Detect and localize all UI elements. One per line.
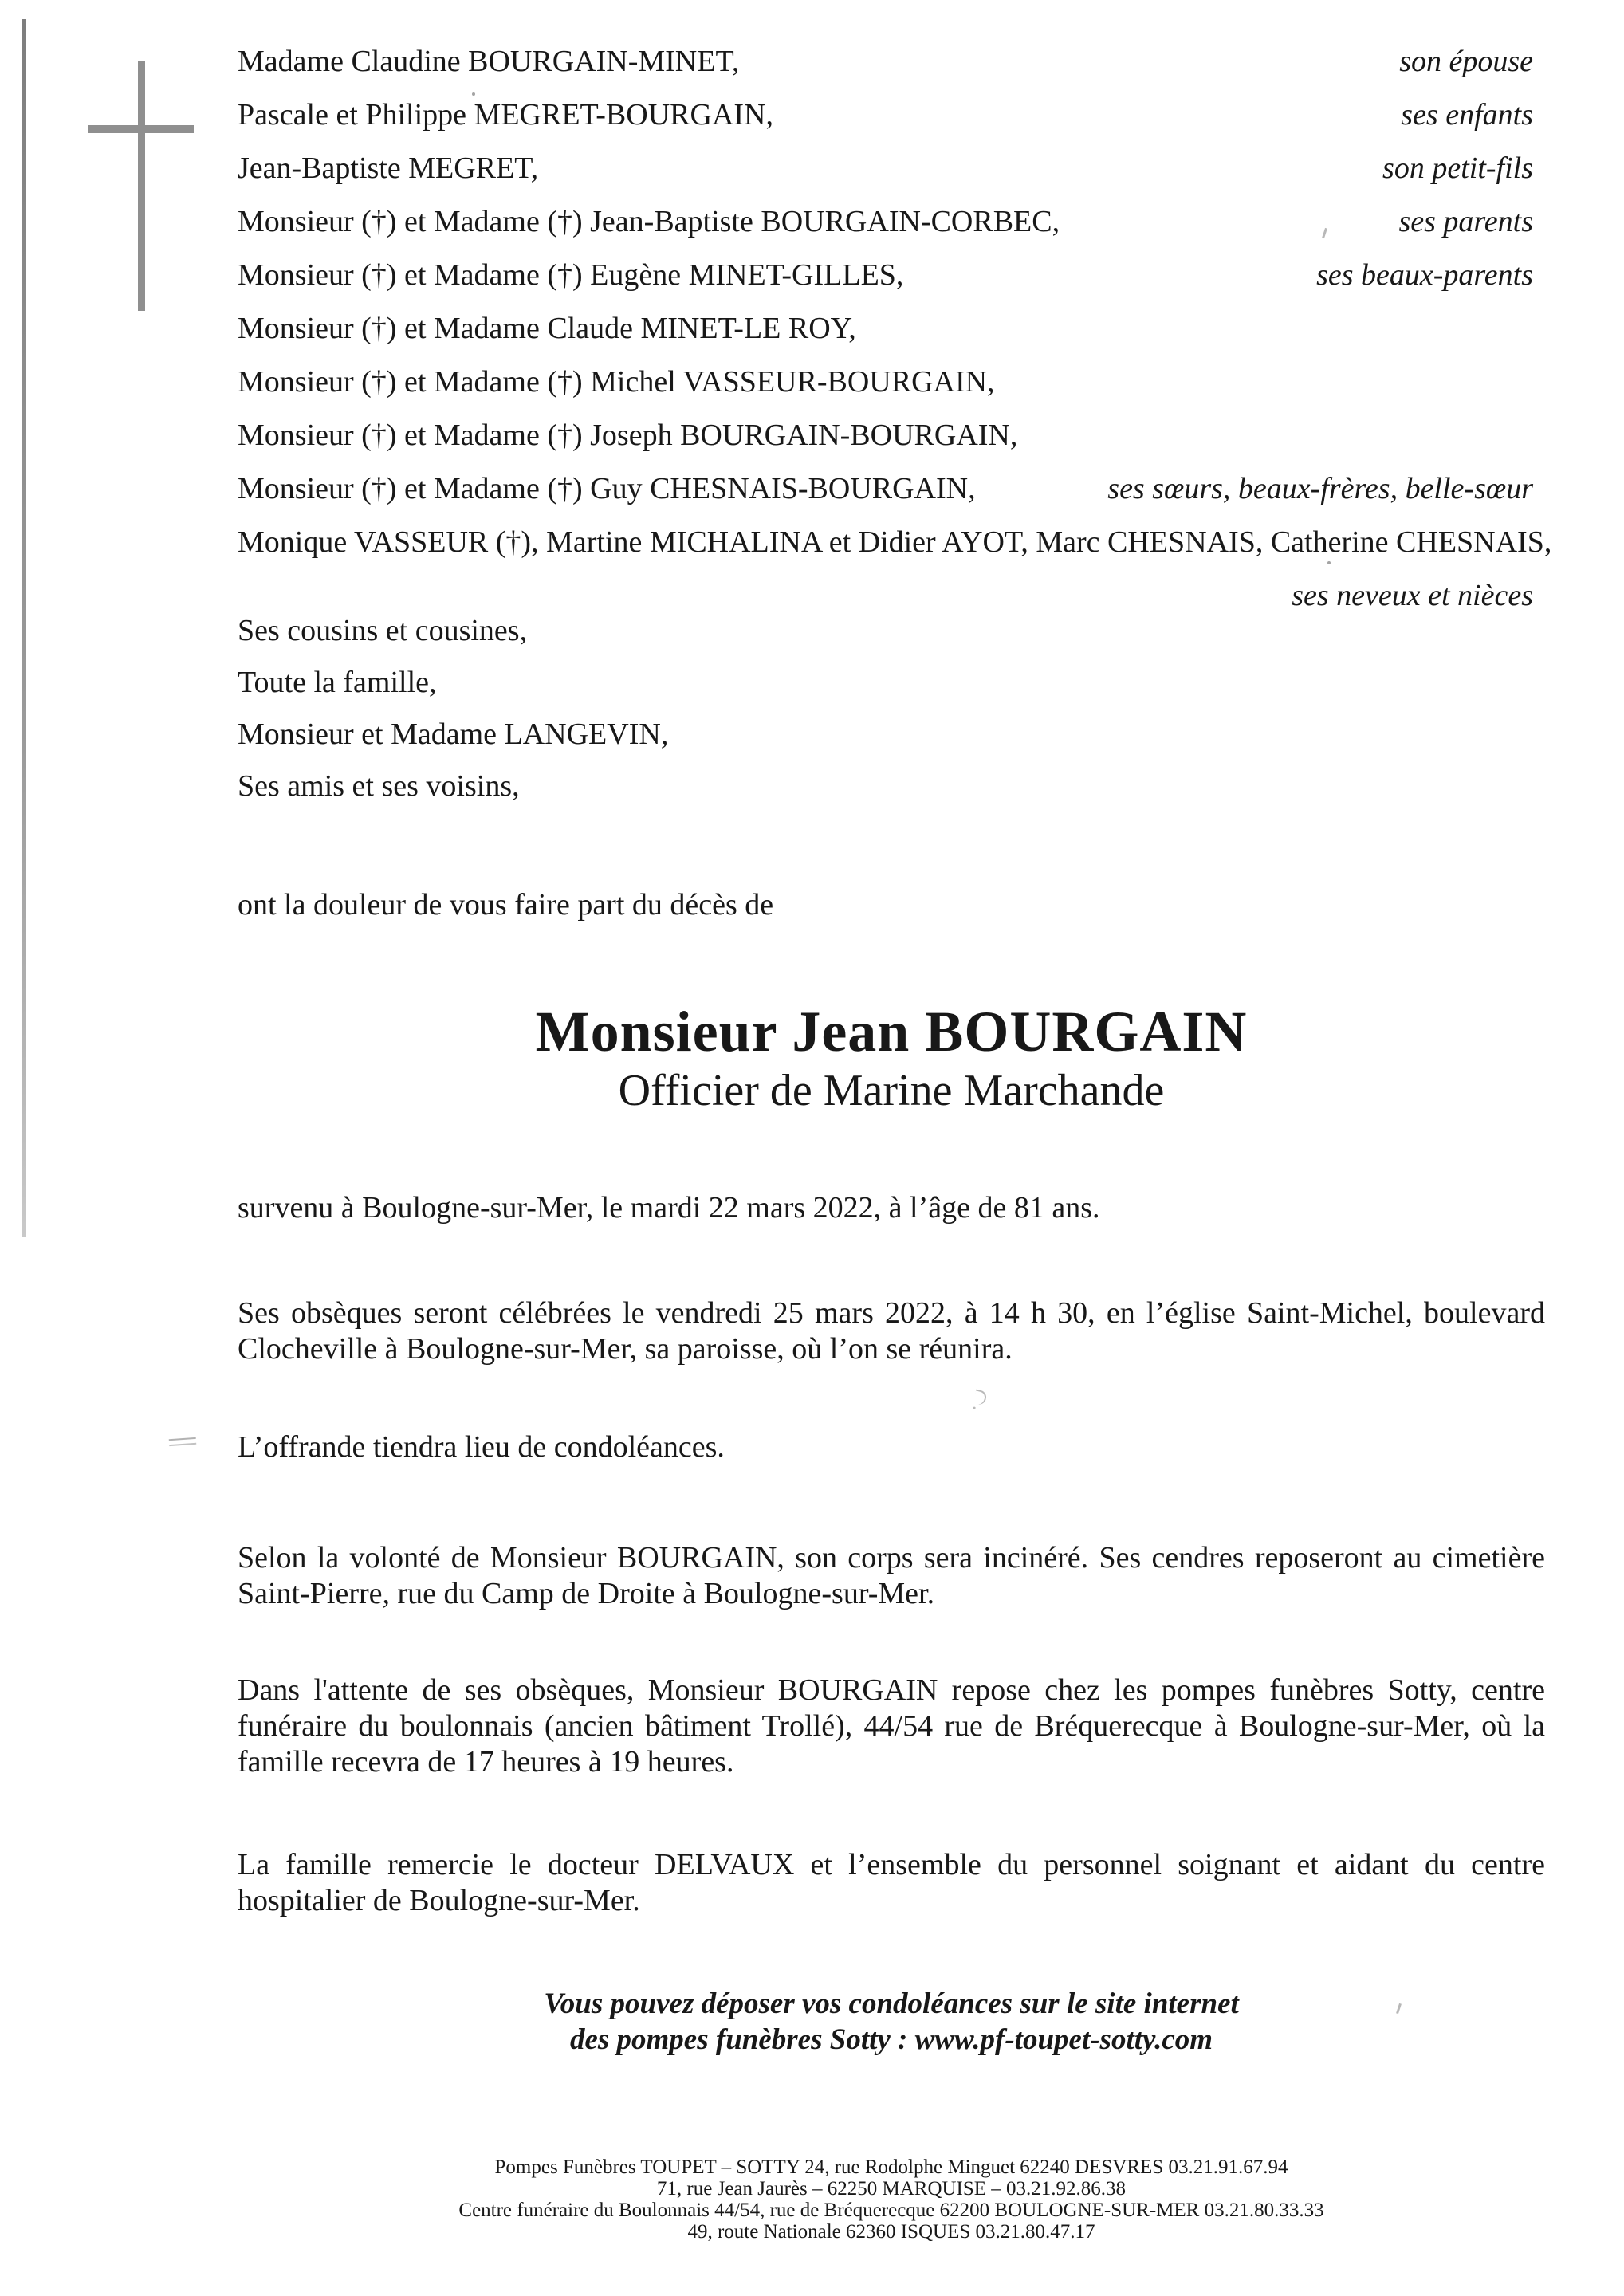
paragraph-line: Ses obsèques seront célébrées le vendredi 25 mars 2022, à 14 h 30, en l’église Saint-Michel, boulevard: [238, 1296, 1545, 1330]
paragraph-obseques: [238, 1295, 1545, 1367]
footer-line: 49, route Nationale 62360 ISQUES 03.21.80.47.17: [687, 2221, 1095, 2243]
footer-line: Pompes Funèbres TOUPET – SOTTY 24, rue Rodolphe Minguet 62240 DESVRES 03.21.91.67.94: [494, 2156, 1288, 2178]
footer-line: Centre funéraire du Boulonnais 44/54, rue de Bréquerecque 62200 BOULOGNE-SUR-MER 03.21.80.33.33: [458, 2200, 1324, 2221]
paragraph-line: La famille remercie le docteur DELVAUX et l’ensemble du personnel soignant et aidant du centre: [238, 1848, 1545, 1881]
family-line: Monsieur et Madame LANGEVIN,: [238, 718, 669, 751]
deceased-name: Monsieur Jean BOURGAIN: [535, 1000, 1248, 1063]
deceased-title: Officier de Marine Marchande: [618, 1066, 1165, 1115]
funeral-home-footer: [158, 2156, 1624, 2243]
paragraph-line: famille recevra de 17 heures à 19 heures.: [238, 1745, 734, 1779]
paragraph-line: hospitalier de Boulogne-sur-Mer.: [238, 1884, 640, 1917]
mourner-relation: ses enfants: [1401, 98, 1533, 132]
mourner-row: [238, 249, 1533, 302]
mourner-row: [238, 516, 1552, 569]
paragraph-line: Dans l'attente de ses obsèques, Monsieur BOURGAIN repose chez les pompes funèbres Sotty, centre: [238, 1673, 1545, 1707]
paragraph-attente: [238, 1673, 1545, 1780]
footer-line: 71, rue Jean Jaurès – 62250 MARQUISE – 03.21.92.86.38: [656, 2178, 1127, 2200]
paragraph-volonte: [238, 1540, 1545, 1612]
mourner-name: Monsieur (†) et Madame Claude MINET-LE ROY,: [238, 312, 856, 345]
mourner-name: Pascale et Philippe MEGRET-BOURGAIN,: [238, 98, 773, 132]
mourner-row: [238, 462, 1533, 516]
mourner-row: [238, 195, 1533, 249]
mourner-row: [238, 142, 1533, 195]
latin-cross-icon-bar: [88, 125, 194, 133]
mourner-name: Monsieur (†) et Madame (†) Joseph BOURGAIN-BOURGAIN,: [238, 419, 1018, 452]
death-details: survenu à Boulogne-sur-Mer, le mardi 22 mars 2022, à l’âge de 81 ans.: [238, 1191, 1100, 1225]
mourner-row: [238, 409, 1533, 462]
condolences-line: des pompes funèbres Sotty : www.pf-toupet-sotty.com: [569, 2023, 1213, 2056]
mourner-row: [238, 35, 1533, 88]
mourner-row: [238, 302, 1533, 356]
mourner-relation: son petit-fils: [1382, 151, 1533, 185]
mourner-relation: son épouse: [1399, 45, 1533, 78]
family-group: [238, 605, 1533, 812]
family-line: Ses amis et ses voisins,: [238, 769, 520, 803]
mourner-name: Madame Claudine BOURGAIN-MINET,: [238, 45, 740, 78]
mourner-name: Monsieur (†) et Madame (†) Jean-Baptiste BOURGAIN-CORBEC,: [238, 205, 1060, 238]
paragraph-offrande: L’offrande tiendra lieu de condoléances.: [238, 1430, 725, 1464]
mourner-name: Monsieur (†) et Madame (†) Eugène MINET-GILLES,: [238, 258, 904, 292]
paragraph-remerciement: [238, 1847, 1545, 1919]
paragraph-line: Saint-Pierre, rue du Camp de Droite à Boulogne-sur-Mer.: [238, 1577, 935, 1610]
condolences-line: Vous pouvez déposer vos condoléances sur le site internet: [544, 1987, 1239, 2020]
mourner-name: Monsieur (†) et Madame (†) Guy CHESNAIS-BOURGAIN,: [238, 472, 976, 505]
mourner-name: Monsieur (†) et Madame (†) Michel VASSEUR-BOURGAIN,: [238, 365, 995, 399]
mourner-relation: ses parents: [1398, 205, 1533, 238]
condolences-note: [238, 1986, 1545, 2058]
mourner-name: Monique VASSEUR (†), Martine MICHALINA et Didier AYOT, Marc CHESNAIS, Catherine CHESNAIS,: [238, 525, 1552, 559]
family-line: Toute la famille,: [238, 666, 437, 699]
latin-cross-icon: [138, 61, 145, 311]
paragraph-line: Selon la volonté de Monsieur BOURGAIN, son corps sera incinéré. Ses cendres reposeront au cimetière: [238, 1541, 1545, 1575]
family-line: Ses cousins et cousines,: [238, 614, 528, 647]
mourner-relation: ses neveux et nièces: [1292, 579, 1533, 612]
scan-smudge: [169, 1437, 197, 1446]
scan-mark: [973, 1389, 988, 1406]
mourner-relation: ses beaux-parents: [1316, 258, 1533, 292]
mourner-relation: ses sœurs, beaux-frères, belle-sœur: [1107, 472, 1533, 505]
mourner-row: [238, 356, 1533, 409]
scan-fold-line: [22, 19, 26, 1237]
paragraph-line: Clocheville à Boulogne-sur-Mer, sa paroisse, où l’on se réunira.: [238, 1332, 1013, 1366]
mourner-row: [238, 88, 1533, 142]
mourners-list: [238, 35, 1552, 623]
paragraph-line: funéraire du boulonnais (ancien bâtiment Trollé), 44/54 rue de Bréquerecque à Boulogne-sur-Mer, où la: [238, 1709, 1545, 1743]
mourner-name: Jean-Baptiste MEGRET,: [238, 151, 539, 185]
announcement-intro: ont la douleur de vous faire part du décès de: [238, 888, 774, 922]
